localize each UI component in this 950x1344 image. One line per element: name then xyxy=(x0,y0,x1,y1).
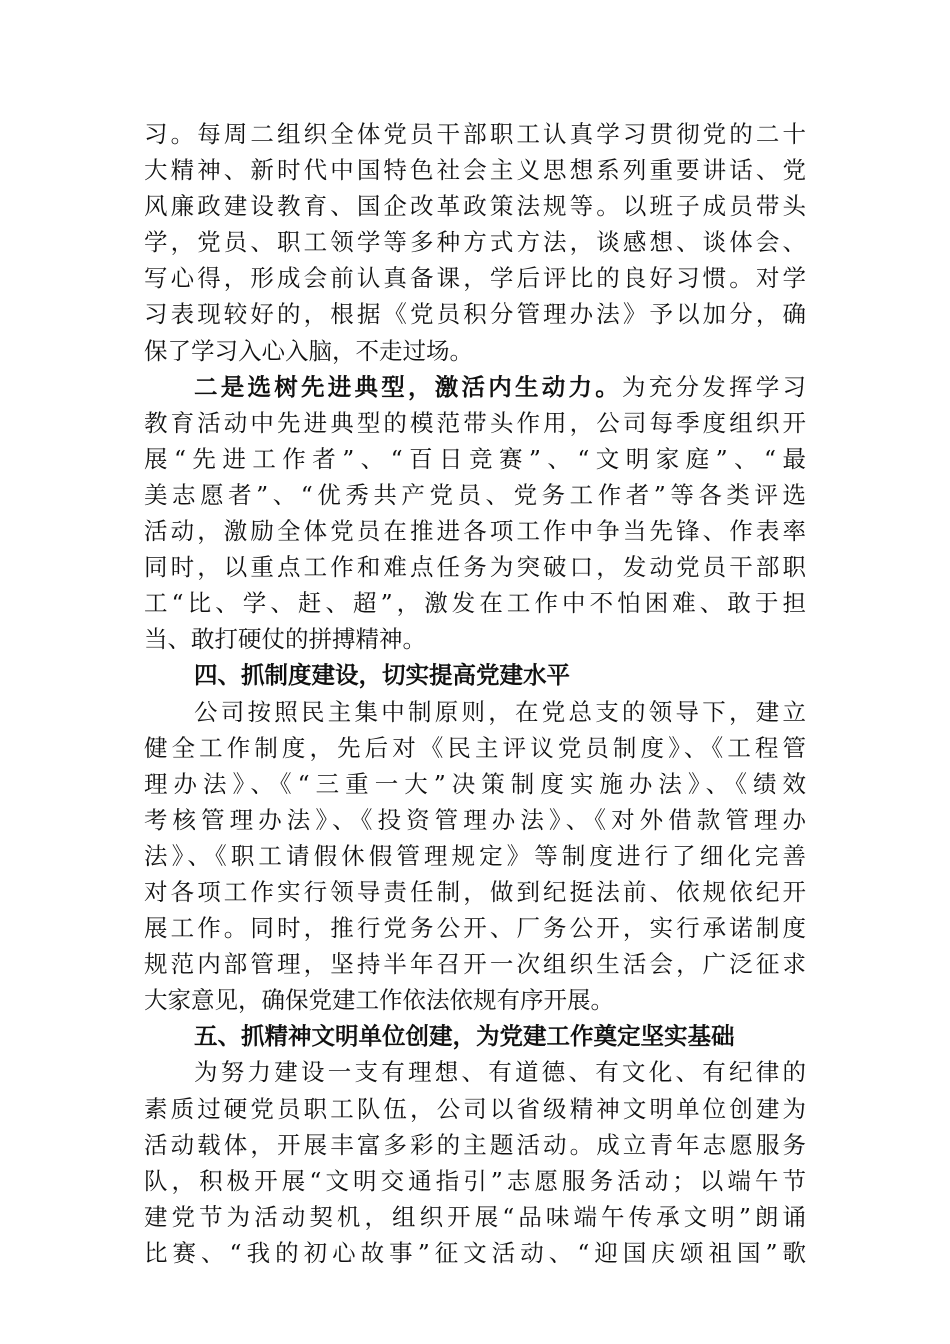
paragraph-civilization xyxy=(144,1054,806,1271)
text-line: 同时，以重点工作和难点任务为突破口，发动党员干部职 xyxy=(144,553,806,582)
text-line: 工“比、学、赶、超”，激发在工作中不怕困难、敢于担 xyxy=(144,589,806,618)
text-line: 比赛、“我的初心故事”征文活动、“迎国庆颂祖国”歌 xyxy=(144,1238,806,1267)
text-line: 理办法》、《“三重一大”决策制度实施办法》、《绩效 xyxy=(144,769,806,798)
text-line: 美志愿者”、“优秀共产党员、党务工作者”等各类评选 xyxy=(144,480,806,509)
text-line: 考核管理办法》、《投资管理办法》、《对外借款管理办 xyxy=(144,805,806,834)
text-line: 法》、《职工请假休假管理规定》等制度进行了细化完善 xyxy=(144,841,806,870)
text-line: 队，积极开展“文明交通指引”志愿服务活动；以端午节 xyxy=(144,1166,806,1195)
paragraph-study xyxy=(144,116,806,369)
text-line: 学，党员、职工领学等多种方式方法，谈感想、谈体会、 xyxy=(144,228,806,257)
text-line: 公司按照民主集中制原则，在党总支的领导下，建立 xyxy=(194,697,806,726)
text-line: 大家意见，确保党建工作依法依规有序开展。 xyxy=(144,986,614,1015)
paragraph-models xyxy=(144,369,806,658)
text-line: 素质过硬党员职工队伍，公司以省级精神文明单位创建为 xyxy=(144,1094,806,1123)
document-body xyxy=(144,116,806,1271)
text-line: 保了学习入心入脑，不走过场。 xyxy=(144,336,473,365)
text-line: 习表现较好的，根据《党员积分管理办法》予以加分，确 xyxy=(144,300,806,329)
paragraph-system xyxy=(144,694,806,1019)
text-line: 风廉政建设教育、国企改革政策法规等。以班子成员带头 xyxy=(144,192,806,221)
text-line: 活动，激励全体党员在推进各项工作中争当先锋、作表率 xyxy=(144,517,806,546)
text-line: 为努力建设一支有理想、有道德、有文化、有纪律的 xyxy=(194,1058,806,1087)
lead-rest: 为充分发挥学习 xyxy=(622,372,806,401)
text-line: 规范内部管理，坚持半年召开一次组织生活会，广泛征求 xyxy=(144,950,806,979)
text-line: 展“先进工作者”、“百日竞赛”、“文明家庭”、“最 xyxy=(144,444,806,473)
text-line: 习。每周二组织全体党员干部职工认真学习贯彻党的二十 xyxy=(144,120,806,148)
section-heading-5: 五、抓精神文明单位创建，为党建工作奠定坚实基础 xyxy=(194,1022,735,1051)
text-line: 健全工作制度，先后对《民主评议党员制度》、《工程管 xyxy=(144,733,806,762)
text-line: 大精神、新时代中国特色社会主义思想系列重要讲话、党 xyxy=(144,156,806,185)
section-heading-4: 四、抓制度建设，切实提高党建水平 xyxy=(194,661,570,690)
text-line: 活动载体，开展丰富多彩的主题活动。成立青年志愿服务 xyxy=(144,1130,806,1159)
lead-bold-phrase: 二是选树先进典型，激活内生动力。 xyxy=(194,372,622,401)
text-line: 展工作。同时，推行党务公开、厂务公开，实行承诺制度 xyxy=(144,914,806,943)
text-line: 写心得，形成会前认真备课，学后评比的良好习惯。对学 xyxy=(144,264,806,293)
text-line: 教育活动中先进典型的模范带头作用，公司每季度组织开 xyxy=(144,408,806,437)
text-line-lead xyxy=(144,369,806,405)
text-line: 建党节为活动契机，组织开展“品味端午传承文明”朗诵 xyxy=(144,1202,806,1231)
text-line: 对各项工作实行领导责任制，做到纪挺法前、依规依纪开 xyxy=(144,877,806,906)
text-line: 当、敢打硬仗的拼搏精神。 xyxy=(144,625,426,654)
